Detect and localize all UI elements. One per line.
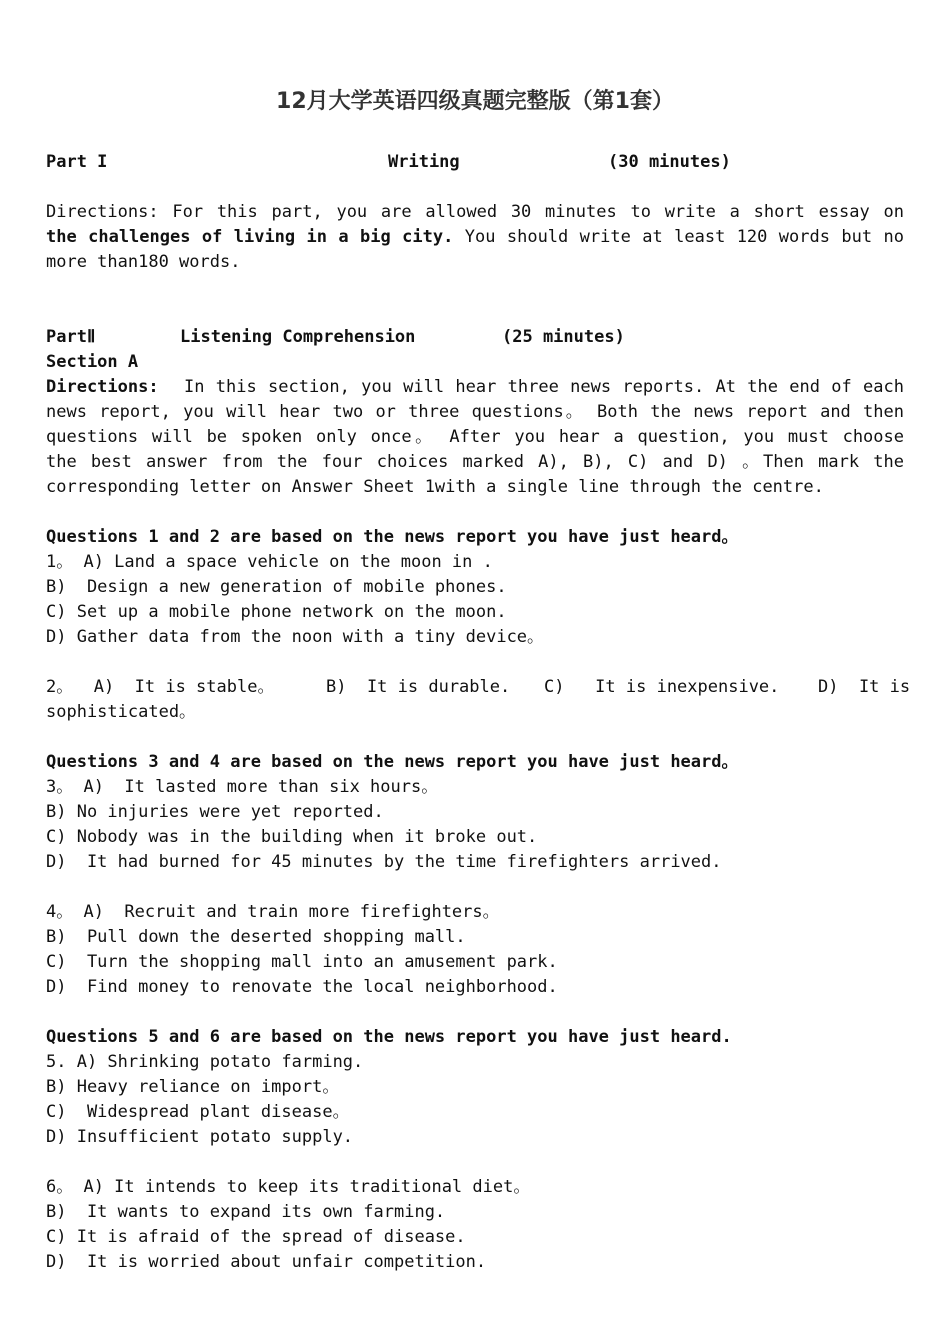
q6-option-d: D) It is worried about unfair competition. <box>46 1252 487 1272</box>
q4-option-d: D) Find money to renovate the local neighborhood. <box>46 977 558 997</box>
q6-option-c: C) It is afraid of the spread of disease. <box>46 1227 466 1247</box>
group3-heading: Questions 5 and 6 are based on the news report you have just heard. <box>46 1027 732 1047</box>
part1-directions-rest: You should write at least 120 words but no <box>464 227 904 247</box>
part1-directions-line1: Directions: For this part, you are allowed 30 minutes to write a short essay on <box>46 202 904 222</box>
part1-label: Part I <box>46 152 108 172</box>
part1-time: (30 minutes) <box>608 152 731 172</box>
q5-option-c: C) Widespread plant disease。 <box>46 1102 350 1122</box>
q1-option-d: D) Gather data from the noon with a tiny device。 <box>46 627 545 647</box>
section-a-label: Section A <box>46 352 139 372</box>
q3-option-b: B) No injuries were yet reported. <box>46 802 384 822</box>
essay-topic: the challenges of living in a big city. <box>46 227 454 247</box>
q2-option-a: 2。 A) It is stable。 <box>46 677 275 697</box>
part2-directions-line3: questions will be spoken only once。 After you hear a question, you must choose <box>46 427 904 447</box>
q3-option-d: D) It had burned for 45 minutes by the time firefighters arrived. <box>46 852 722 872</box>
part2-directions-line1: In this section, you will hear three news reports. At the end of each <box>184 377 904 397</box>
q2-option-b: B) It is durable. <box>326 677 511 697</box>
q5-option-d: D) Insufficient potato supply. <box>46 1127 354 1147</box>
page-title: 12月大学英语四级真题完整版（第1套） <box>276 89 674 114</box>
q5-option-a: 5. A) Shrinking potato farming. <box>46 1052 364 1072</box>
group2-heading: Questions 3 and 4 are based on the news report you have just heard。 <box>46 752 739 772</box>
q3-option-c: C) Nobody was in the building when it broke out. <box>46 827 538 847</box>
q6-option-a: 6。 A) It intends to keep its traditional diet。 <box>46 1177 531 1197</box>
q3-option-a: 3。 A) It lasted more than six hours。 <box>46 777 439 797</box>
part2-name: Listening Comprehension <box>180 327 416 347</box>
part2-directions-line2: news report, you will hear two or three questions。 Both the news report and then <box>46 402 904 422</box>
q1-option-a: 1。 A) Land a space vehicle on the moon in . <box>46 552 493 572</box>
part2-time: (25 minutes) <box>502 327 625 347</box>
q2-option-d-cont: sophisticated。 <box>46 702 197 722</box>
q4-option-c: C) Turn the shopping mall into an amusement park. <box>46 952 558 972</box>
part1-directions-line3: more than180 words. <box>46 252 241 272</box>
q4-option-b: B) Pull down the deserted shopping mall. <box>46 927 466 947</box>
q6-option-b: B) It wants to expand its own farming. <box>46 1202 446 1222</box>
q4-option-a: 4。 A) Recruit and train more firefighters。 <box>46 902 500 922</box>
q2-option-c: C) It is inexpensive. <box>544 677 780 697</box>
part2-directions-line4: the best answer from the four choices marked A), B), C) and D) 。Then mark the <box>46 452 904 472</box>
group1-heading: Questions 1 and 2 are based on the news report you have just heard。 <box>46 527 739 547</box>
part1-name: Writing <box>388 152 460 172</box>
part2-directions-line5: corresponding letter on Answer Sheet 1with a single line through the centre. <box>46 477 824 497</box>
part1-directions-line2 <box>46 225 904 250</box>
part2-directions-label: Directions: <box>46 377 159 397</box>
q1-option-c: C) Set up a mobile phone network on the moon. <box>46 602 507 622</box>
q2-option-d: D) It is <box>818 677 911 697</box>
q5-option-b: B) Heavy reliance on import。 <box>46 1077 340 1097</box>
q1-option-b: B) Design a new generation of mobile phones. <box>46 577 507 597</box>
part2-label: PartⅡ <box>46 327 96 347</box>
